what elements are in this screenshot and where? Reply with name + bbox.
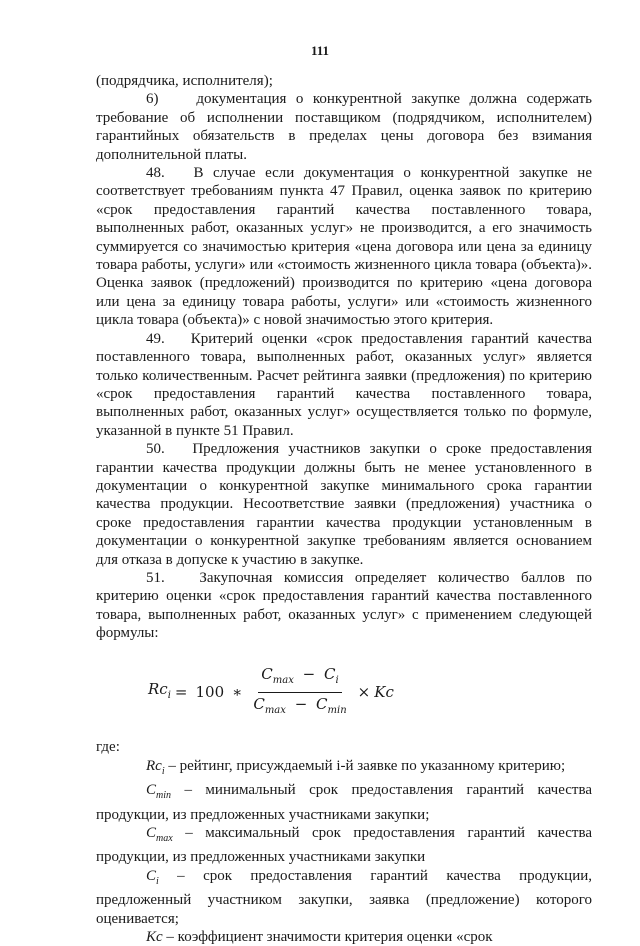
where-label: где: (96, 739, 120, 756)
definition-cmax: $C_{max}$ – максимальный срок предоставления гарантий качества продукции, из предложенных участниками закупки (96, 825, 592, 866)
definition-cmin: $C_{min}$ – минимальный срок предоставления гарантий качества продукции, из предложенных участниками закупки; (96, 782, 592, 823)
paragraph-item-6: 6) документация о конкурентной закупке должна содержать требование об исполнении поставщиком (подрядчиком, исполнителем) гарантийных обязательств в пределах цены договора без взимания дополнительной платы. (96, 91, 592, 163)
paragraph-49: 49. Критерий оценки «срок предоставления гарантий качества поставленного товара, выполненных работ, оказанных услуг» является только количественным. Расчет рейтинга заявки (предложения) по критерию «срок предоставления гарантий качества поставленного товара, выполненных работ, оказанных услуг» осуществляется только по формуле, указанной в пункте 51 Правил. (96, 330, 592, 439)
formula-denominator: $C_{max} - C_{min}$ (253, 695, 347, 716)
formula-times: × (357, 683, 371, 702)
formula-multiply: ∗ (232, 683, 243, 702)
definition-ci: $C_i$ – срок предоставления гарантий качества продукции, предложенный участником закупки, заявка (предложение) которого оценивается; (96, 867, 592, 927)
definition-kc: Kc – коэффициент значимости критерия оценки «срок (146, 929, 493, 946)
page-number: 111 (310, 43, 330, 58)
rating-formula (148, 665, 592, 721)
paragraph-51: 51. Закупочная комиссия определяет количество баллов по критерию оценки «срок предоставления гарантий качества поставленного товара, выполненных работ, оказанных услуг» с применением следующей формулы: (96, 569, 592, 642)
body-text (96, 72, 592, 946)
definition-rci: $Rc_i$ – рейтинг, присуждаемый i-й заявке по указанному критерию; (146, 757, 566, 777)
paragraph-50: 50. Предложения участников закупки о сроке предоставления гарантии качества продукции должны быть не менее установленного в документации о конкурентной закупке минимального срока гарантии качества продукции. Несоответствие заявки (предложения) участника о сроке предоставления гарантии качества продукции установленным в документации о конкурентной закупке требованиям является основанием для отказа в допуске к участию в закупке. (96, 441, 592, 568)
paragraph-48: 48. В случае если документация о конкурентной закупке не соответствует требованиям пункта 47 Правил, оценка заявок по критерию «срок предоставления гарантий качества поставленного товара, выполненных работ, оказанных услуг» не производится, а его значимость суммируется со значимостью критерия «цена договора или цена за единицу товара работы, услуги» или «стоимость жизненного цикла товара (объекта)». Оценка заявок (предложений) производится по критерию «цена договора или цена за единицу товара работы, услуги» или «стоимость жизненного цикла товара (объекта)» с новой значимостью этого критерия. (96, 165, 592, 329)
formula-coefficient: 100 (195, 683, 225, 702)
formula-equals: = (174, 683, 188, 702)
formula-lhs: $Rc_i$ (148, 679, 171, 701)
formula-numerator: $C_{max} - C_i$ (258, 665, 341, 693)
paragraph-continuation: (подрядчика, исполнителя); (96, 73, 273, 89)
formula-fraction (250, 665, 349, 721)
formula-rhs: Kc (374, 683, 394, 702)
